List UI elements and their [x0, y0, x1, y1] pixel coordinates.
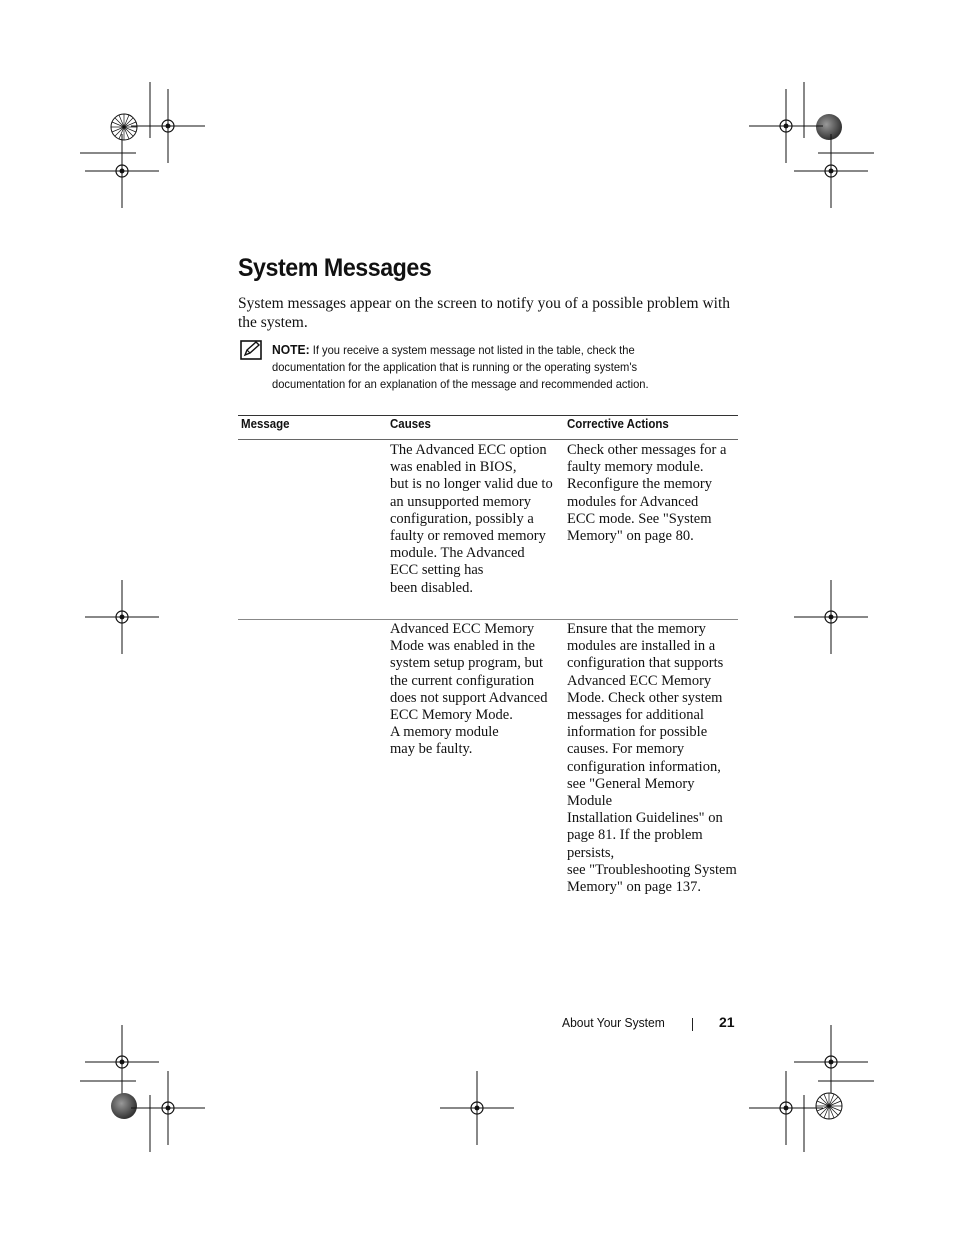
footer-section-title: About Your System	[562, 1015, 665, 1030]
column-header-message: Message	[241, 417, 290, 431]
note-block	[272, 341, 709, 393]
note-text: If you receive a system message not listed in the table, check the documentation for the application that is running or the operating system's documentation for an explanation of the message and recommended action.	[272, 343, 649, 391]
registration-mark	[80, 82, 205, 208]
registration-mark	[440, 1071, 514, 1145]
actions-cell: Check other messages for a faulty memory module. Reconfigure the memory modules for Advanced ECC mode. See "System Memory" on page 80.	[567, 442, 727, 545]
table-header-rule	[238, 439, 738, 440]
causes-cell: Advanced ECC Memory Mode was enabled in the system setup program, but the current configuration does not support Advanced ECC Memory Mode. A memory module may be faulty.	[390, 621, 548, 758]
intro-paragraph: System messages appear on the screen to notify you of a possible problem with the system.	[238, 295, 731, 331]
registration-mark	[749, 82, 874, 208]
note-label: NOTE:	[272, 342, 310, 357]
registration-mark	[85, 580, 159, 654]
table-row-divider	[238, 619, 738, 620]
pencil-note-icon	[240, 340, 262, 360]
page-number: 21	[719, 1014, 735, 1030]
actions-cell: Ensure that the memory modules are installed in a configuration that supports Advanced ECC Memory Mode. Check other system messages for additional information for possible causes. For memory configuration information, see "General Memory Module Installation Guidelines" on page 81. If the problem persists, see "Troubleshooting System Memory" on page 137.	[567, 621, 737, 896]
footer-separator	[692, 1018, 693, 1031]
registration-mark	[80, 1025, 205, 1152]
table-top-rule	[238, 415, 738, 416]
registration-mark	[794, 580, 868, 654]
registration-mark	[749, 1025, 874, 1152]
causes-cell: The Advanced ECC option was enabled in BIOS, but is no longer valid due to an unsupported memory configuration, possibly a faulty or removed memory module. The Advanced ECC setting has been disabled.	[390, 442, 553, 596]
column-header-causes: Causes	[390, 417, 431, 431]
column-header-corrective-actions: Corrective Actions	[567, 417, 669, 431]
page-title: System Messages	[238, 254, 432, 282]
